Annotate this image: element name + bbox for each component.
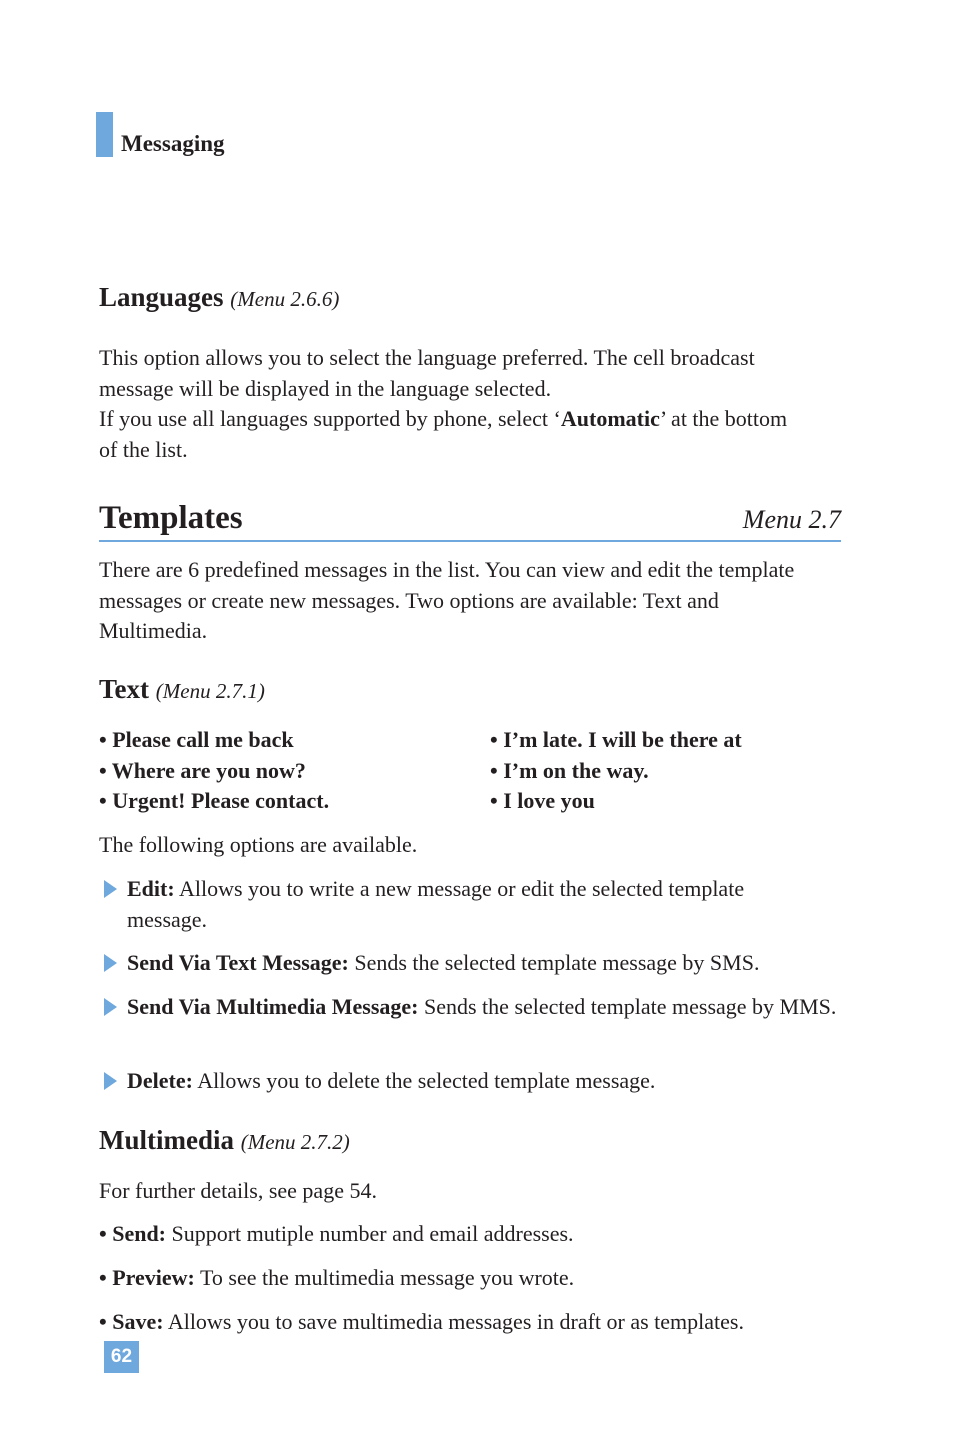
languages-para-2 (99, 404, 799, 465)
templates-menu-ref: Menu 2.7 (742, 505, 841, 534)
multimedia-title: Multimedia (99, 1125, 234, 1155)
template-list-left (99, 725, 329, 817)
text-heading (99, 674, 265, 705)
multimedia-item-preview (99, 1263, 899, 1294)
languages-body (99, 343, 799, 466)
option-label: Send Via Text Message: (127, 950, 349, 975)
item-text: To see the multimedia message you wrote. (194, 1265, 575, 1290)
languages-para-2-pre: If you use all languages supported by phone, select ‘ (99, 406, 561, 432)
option-edit (99, 874, 829, 935)
multimedia-menu-ref: (Menu 2.7.2) (240, 1130, 350, 1154)
multimedia-heading (99, 1125, 350, 1156)
languages-menu-ref: (Menu 2.6.6) (230, 287, 340, 311)
item-label: • Send: (99, 1221, 166, 1246)
multimedia-item-send (99, 1219, 899, 1250)
template-item: • I’m late. I will be there at (490, 727, 742, 752)
option-label: Edit: (127, 876, 175, 901)
option-text: Allows you to write a new message or edit the selected template message. (127, 876, 745, 932)
options-intro: The following options are available. (99, 832, 418, 857)
template-item: • I love you (490, 788, 595, 814)
multimedia-item-save (99, 1307, 899, 1338)
templates-title: Templates (99, 500, 243, 536)
option-send-via-multimedia (99, 992, 839, 1023)
option-label: Send Via Multimedia Message: (127, 994, 419, 1019)
languages-para-2-post: ’ at the bottom of the list. (99, 406, 788, 463)
option-label: Delete: (127, 1068, 193, 1093)
languages-heading (99, 282, 339, 313)
languages-para-1: This option allows you to select the language preferred. The cell broadcast message will be displayed in the language selected. (99, 345, 755, 401)
section-header: Messaging (121, 131, 225, 156)
template-item: • Where are you now? (99, 757, 306, 783)
triangle-bullet-icon (104, 954, 117, 972)
option-text: Sends the selected template message by SMS. (348, 950, 760, 975)
text-title: Text (99, 674, 150, 704)
option-delete (99, 1066, 849, 1097)
option-text: Allows you to delete the selected template message. (192, 1068, 656, 1093)
template-item: • Urgent! Please contact. (99, 788, 330, 814)
page-number: 62 (104, 1341, 139, 1373)
automatic-option: Automatic (560, 406, 660, 432)
item-text: Support mutiple number and email addresses. (166, 1221, 574, 1246)
item-label: • Save: (99, 1309, 164, 1334)
item-text: Allows you to save multimedia messages in draft or as templates. (163, 1309, 744, 1334)
section-marker-bar (96, 112, 113, 157)
multimedia-details: For further details, see page 54. (99, 1178, 377, 1203)
template-list-right (490, 725, 742, 817)
option-send-via-text (99, 948, 849, 979)
languages-title: Languages (99, 282, 224, 312)
triangle-bullet-icon (104, 880, 117, 898)
text-menu-ref: (Menu 2.7.1) (155, 679, 265, 703)
item-label: • Preview: (99, 1265, 195, 1290)
option-text: Sends the selected template message by MMS. (418, 994, 837, 1019)
triangle-bullet-icon (104, 1072, 117, 1090)
template-item: • Please call me back (99, 727, 294, 752)
templates-intro: There are 6 predefined messages in the list. You can view and edit the template messages or create new messages. Two options are available: Text and Multimedia. (99, 557, 795, 644)
templates-heading (99, 500, 841, 542)
template-item: • I’m on the way. (490, 757, 649, 783)
triangle-bullet-icon (104, 998, 117, 1016)
